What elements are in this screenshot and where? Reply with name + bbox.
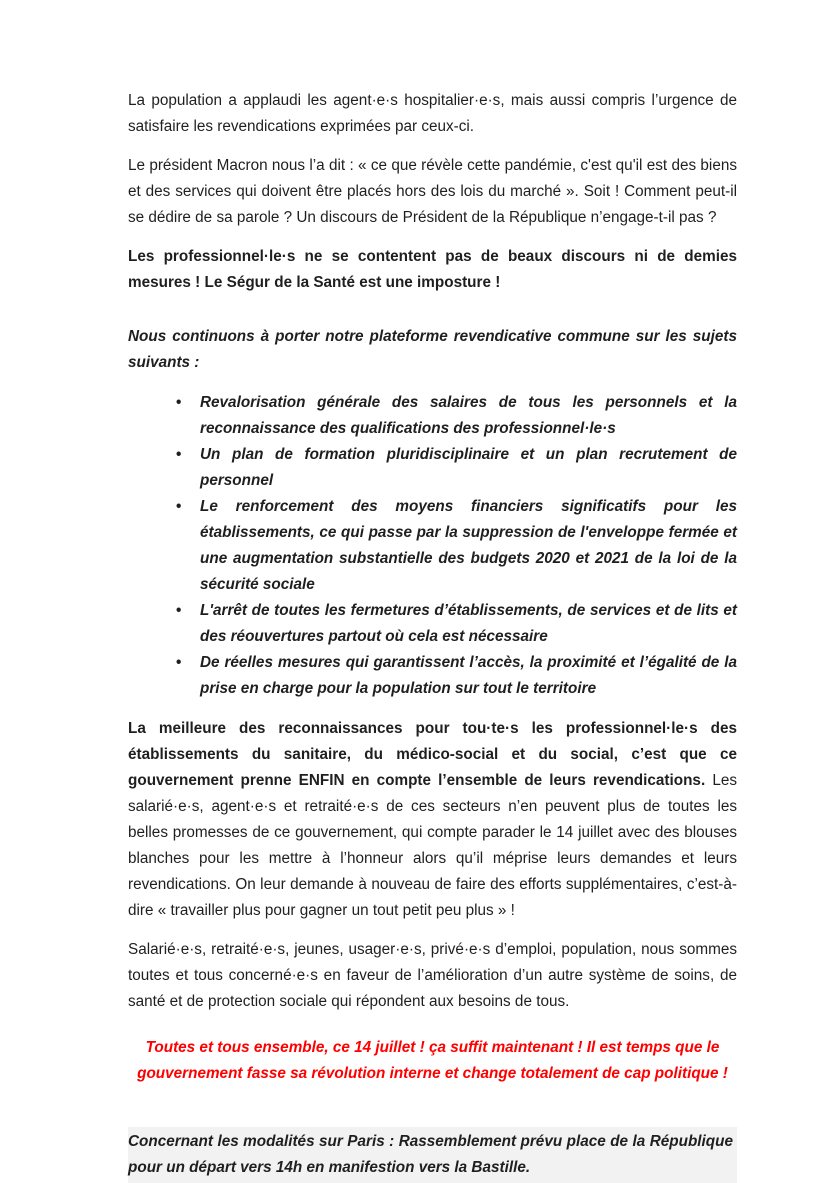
paragraph-red-call-to-action: Toutes et tous ensemble, ce 14 juillet ! ça suffit maintenant ! Il est temps que le gouvernement fasse sa révolution interne et change totalement de cap politique ! [137, 1039, 728, 1082]
paragraph-salaries-concernes: Salarié·e·s, retraité·e·s, jeunes, usager·e·s, privé·e·s d’emploi, population, nous sommes toutes et tous concerné·e·s en faveur de l’amélioration d’un autre système de soins, de santé et de protection sociale qui répondent aux besoins de tous. [128, 941, 737, 1010]
paragraph-reconnaissance-lead: La meilleure des reconnaissances pour tou·te·s les professionnel·le·s des établissements du sanitaire, du médico-social et du social, c’est que ce gouvernement prenne ENFIN en compte l’ensemble de leurs revendications. [128, 720, 737, 789]
paragraph-reconnaissance [128, 716, 737, 924]
bullet-item-formation: • Un plan de formation pluridisciplinaire et un plan recrutement de personnel [128, 442, 737, 494]
paragraph-plateforme-intro: Nous continuons à porter notre plateforme revendicative commune sur les sujets suivants : [128, 328, 737, 371]
bullet-item-moyens-financiers: • Le renforcement des moyens financiers significatifs pour les établissements, ce qui passe par la suppression de l'enveloppe fermée et une augmentation substantielle des budgets 2020 et 2021 de la loi de la sécurité sociale [128, 494, 737, 598]
paragraph-segur-imposture: Les professionnel·le·s ne se contentent pas de beaux discours ni de demies mesures ! Le Ségur de la Santé est une imposture ! [128, 248, 737, 291]
bullet-item-mesures-acces: • De réelles mesures qui garantissent l’accès, la proximité et l’égalité de la prise en charge pour la population sur tout le territoire [128, 650, 737, 702]
bullet-item-arret-fermetures: • L'arrêt de toutes les fermetures d’établissements, de services et de lits et des réouvertures partout où cela est nécessaire [128, 598, 737, 650]
paragraph-modalites-paris: Concernant les modalités sur Paris : Rassemblement prévu place de la République pour un départ vers 14h en manifestion vers la Bastille. [128, 1127, 737, 1183]
paragraph-population-applause: La population a applaudi les agent·e·s hospitalier·e·s, mais aussi compris l’urgence de satisfaire les revendications exprimées par ceux-ci. [128, 92, 737, 135]
demands-bullet-list [128, 390, 737, 702]
paragraph-macron-quote: Le président Macron nous l’a dit : « ce que révèle cette pandémie, c'est qu'il est des biens et des services qui doivent être placés hors des lois du marché ». Soit ! Comment peut-il se dédire de sa parole ? Un discours de Président de la République n’engage-t-il pas ? [128, 157, 737, 226]
bullet-item-salaires: • Revalorisation générale des salaires de tous les personnels et la reconnaissance des qualifications des professionnel·le·s [128, 390, 737, 442]
paragraph-reconnaissance-rest: Les salarié·e·s, agent·e·s et retraité·e·s de ces secteurs n’en peuvent plus de toutes les belles promesses de ce gouvernement, qui compte parader le 14 juillet avec des blouses blanches pour les mettre à l’honneur alors qu’il méprise leurs demandes et leurs revendications. On leur demande à nouveau de faire des efforts supplémentaires, c’est-à-dire « travailler plus pour gagner un tout petit peu plus » ! [128, 772, 737, 919]
